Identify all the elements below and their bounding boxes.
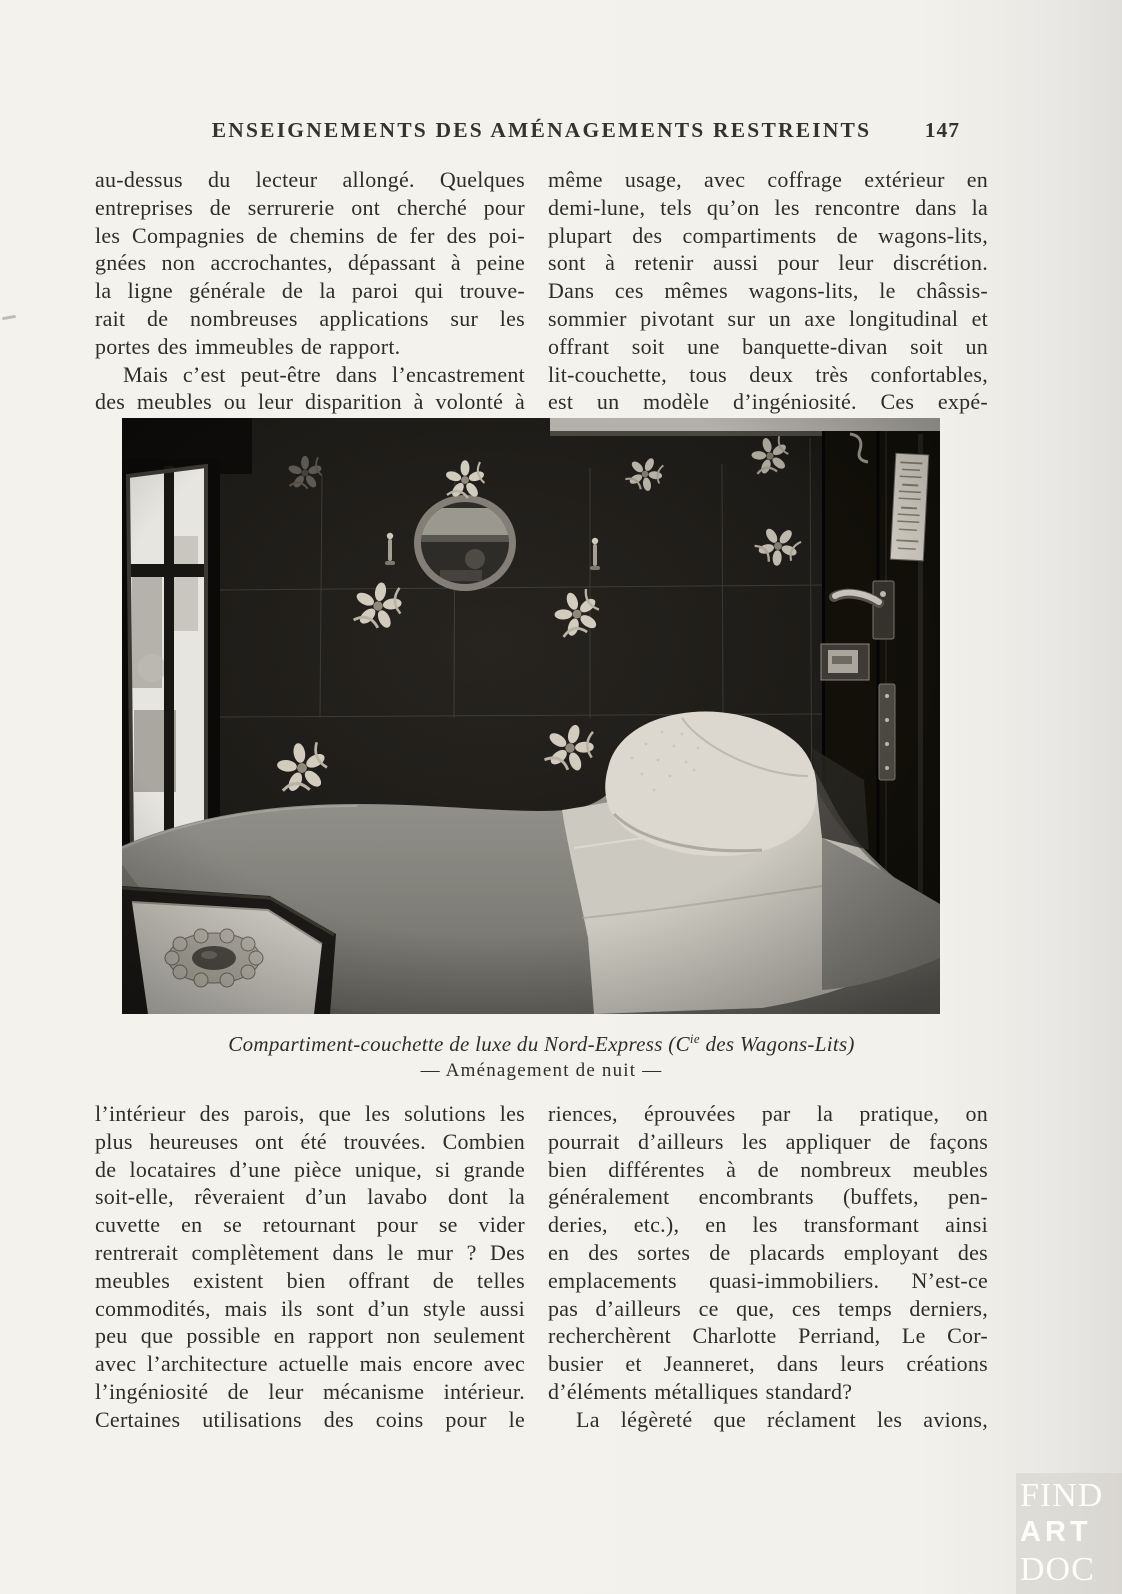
- text-line: busier et Jeanneret, dans leurs créations: [548, 1351, 988, 1377]
- text-line: plupart des compartiments de wagons-lits,: [548, 222, 988, 248]
- text-line: l’intérieur des parois, que les solutions les: [95, 1101, 525, 1126]
- text-line: sommier pivotant sur un axe longitudinal et: [548, 305, 988, 331]
- text-line: commodités, mais ils sont d’un style aussi: [95, 1295, 525, 1321]
- photo-caption: [95, 1031, 988, 1082]
- text-line: portes des immeubles de rapport.: [95, 333, 401, 359]
- text-line: demi-lune, tels qu’on les rencontre dans la: [548, 194, 988, 220]
- paragraph: [548, 1406, 988, 1434]
- text-line: de locataires d’une pièce unique, si grande: [95, 1156, 525, 1182]
- text-line: deries, etc.), en les transformant ainsi: [548, 1212, 988, 1238]
- compartment-photo: [122, 418, 940, 1014]
- paragraph: [548, 1100, 988, 1406]
- text-line: Certaines utilisations des coins pour le: [95, 1406, 525, 1432]
- column-top-right: [548, 166, 988, 416]
- column-bottom-left: [95, 1100, 525, 1434]
- text-line: emplacements quasi-immobiliers. N’est-ce: [548, 1267, 988, 1293]
- text-line: des meubles ou leur disparition à volonté à: [95, 389, 525, 415]
- margin-smudge: [2, 315, 16, 320]
- text-line: en des sortes de placards employant des: [548, 1239, 988, 1265]
- watermark-line: ART: [1020, 1516, 1092, 1548]
- text-line: sont à retenir aussi pour leur discrétion.: [548, 250, 988, 276]
- text-line: pas d’ailleurs ce que, ces temps derniers,: [548, 1295, 988, 1321]
- paragraph: [95, 166, 525, 361]
- text-line: offrant soit une banquette-divan soit un: [548, 333, 988, 359]
- text-line: peu que possible en rapport non seulement: [95, 1323, 525, 1349]
- text-line: d’éléments métalliques standard?: [548, 1378, 853, 1404]
- text-line: plus heureuses ont été trouvées. Combien: [95, 1128, 525, 1154]
- text-line: même usage, avec coffrage extérieur en: [548, 167, 988, 192]
- text-line: meubles existent bien offrant de telles: [95, 1267, 525, 1293]
- column-top-left: [95, 166, 525, 416]
- watermark-line: DOC: [1020, 1551, 1095, 1588]
- page-header: [95, 118, 988, 148]
- caption-line-1: Compartiment-couchette de luxe du Nord-Express ($C^{ie}$ des Wagons-Lits): [228, 1031, 855, 1056]
- paragraph: [95, 361, 525, 417]
- text-line: gnées non accrochantes, dépassant à peine: [95, 250, 525, 276]
- text-line: au-dessus du lecteur allongé. Quelques: [95, 167, 525, 192]
- watermark: [1016, 1473, 1122, 1594]
- text-line: les Compagnies de chemins de fer des poi-: [95, 222, 525, 248]
- text-line: Mais c’est peut-être dans l’encastrement: [123, 361, 525, 387]
- text-line: rait de nombreuses applications sur les: [95, 305, 525, 331]
- text-line: rentrerait complètement dans le mur ? Des: [95, 1239, 525, 1265]
- text-line: avec l’architecture actuelle mais encore avec: [95, 1351, 525, 1377]
- text-line: Dans ces mêmes wagons-lits, le châssis-: [548, 278, 988, 304]
- text-line: riences, éprouvées par la pratique, on: [548, 1101, 988, 1126]
- caption-line-2: — Aménagement de nuit —: [420, 1060, 663, 1081]
- text-line: recherchèrent Charlotte Perriand, Le Cor-: [548, 1323, 988, 1349]
- text-line: cuvette en se retournant pour se vider: [95, 1212, 525, 1238]
- text-line: pourrait d’ailleurs les appliquer de façons: [548, 1128, 988, 1154]
- text-line: généralement encombrants (buffets, pen-: [548, 1184, 988, 1210]
- page-number: 147: [924, 118, 960, 142]
- text-line: l’ingéniosité de leur mécanisme intérieur.: [95, 1378, 525, 1404]
- paragraph: [95, 1100, 525, 1434]
- text-line: entreprises de serrurerie ont cherché pour: [95, 194, 525, 220]
- text-line: La légèreté que réclament les avions,: [576, 1406, 988, 1432]
- column-bottom-right: [548, 1100, 988, 1434]
- compartment-photo-art: [122, 418, 940, 1014]
- running-head: ENSEIGNEMENTS DES AMÉNAGEMENTS RESTREINTS: [211, 118, 872, 142]
- paragraph: [548, 166, 988, 416]
- watermark-line: FIND: [1020, 1477, 1104, 1514]
- text-line: la ligne générale de la paroi qui trouve-: [95, 278, 525, 304]
- text-line: soit-elle, rêveraient d’un lavabo dont la: [95, 1184, 525, 1210]
- text-line: bien différentes à de nombreux meubles: [548, 1156, 988, 1182]
- text-line: est un modèle d’ingéniosité. Ces expé-: [548, 389, 988, 415]
- text-line: lit-couchette, tous deux très confortables,: [548, 361, 988, 387]
